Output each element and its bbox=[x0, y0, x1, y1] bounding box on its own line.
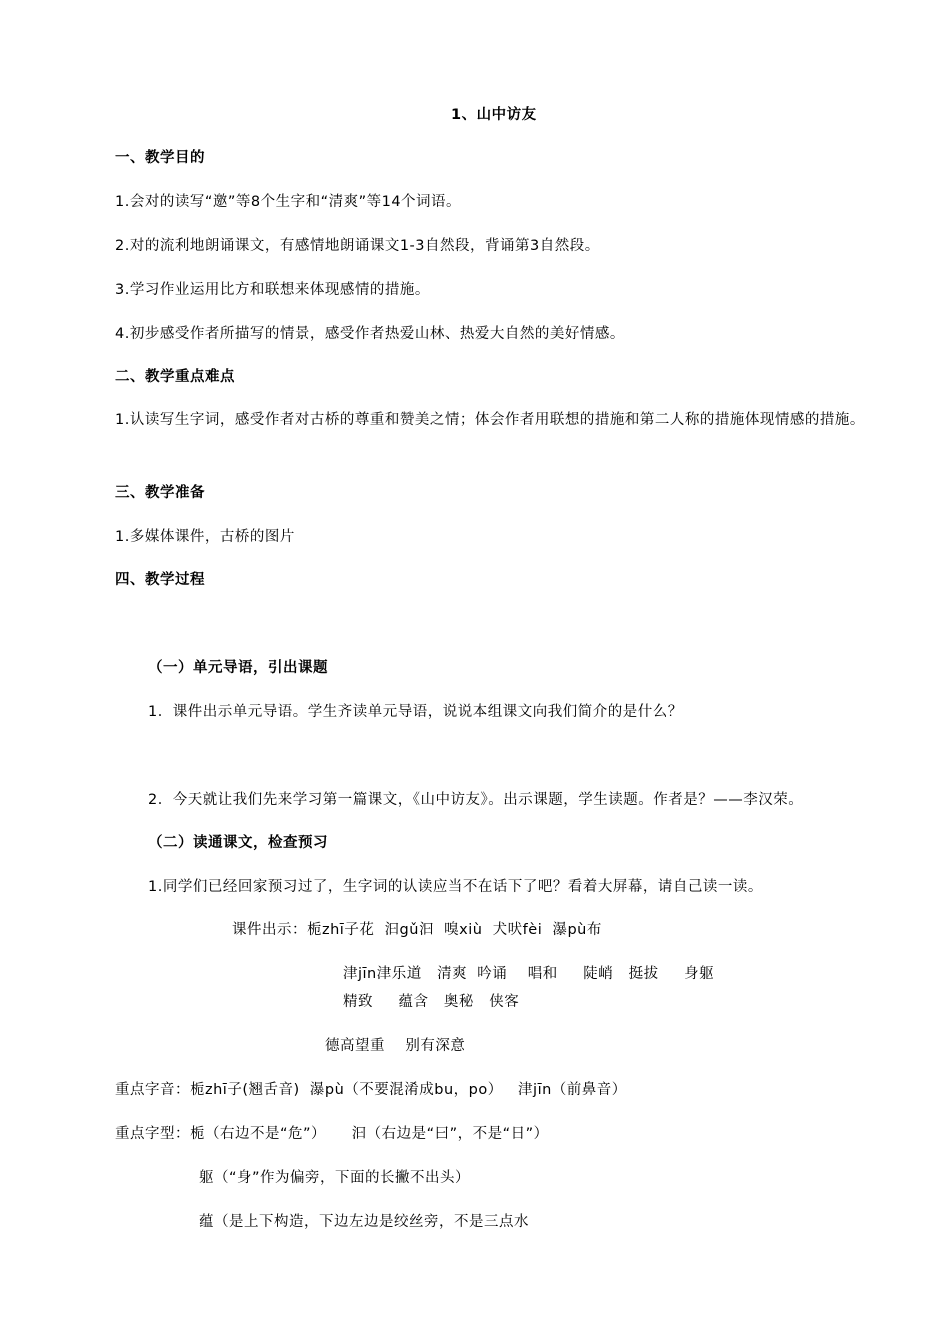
process-item-2: 2．今天就让我们先来学习第一篇课文，《山中访友》。出示课题，学生读题。作者是？——李汉荣。 bbox=[148, 792, 804, 808]
section-heading-objectives: 一、教学目的 bbox=[115, 150, 205, 166]
character-form-notes: 重点字型：栀（右边不是“危”） 汩（右边是“曰”，不是“日”） bbox=[115, 1126, 549, 1142]
vocab-line-1: 课件出示：栀zhī子花 汩gǔ汩 嗅xiù 犬吠fèi 瀑pù布 bbox=[232, 922, 602, 938]
subsection-heading-1: （一）单元导语，引出课题 bbox=[148, 660, 328, 676]
process-item-3: 1.同学们已经回家预习过了，生字词的认读应当不在话下了吧？看着大屏幕，请自己读一读。 bbox=[148, 879, 763, 895]
preparation-item-1: 1.多媒体课件，古桥的图片 bbox=[115, 529, 295, 545]
process-item-1: 1．课件出示单元导语。学生齐读单元导语，说说本组课文向我们简介的是什么？ bbox=[148, 704, 683, 720]
document-title: 1、山中访友 bbox=[451, 107, 537, 123]
objective-item-3: 3.学习作业运用比方和联想来体现感情的措施。 bbox=[115, 282, 430, 298]
objective-item-4: 4.初步感受作者所描写的情景，感受作者热爱山林、热爱大自然的美好情感。 bbox=[115, 326, 625, 342]
section-heading-keypoints: 二、教学重点难点 bbox=[115, 369, 235, 385]
section-heading-process: 四、教学过程 bbox=[115, 572, 205, 588]
pronunciation-notes: 重点字音：栀zhī子(翘舌音) 瀑pù（不要混淆成bu，po） 津jīn（前鼻音） bbox=[115, 1082, 627, 1098]
objective-item-2: 2.对的流利地朗诵课文，有感情地朗诵课文1-3自然段，背诵第3自然段。 bbox=[115, 238, 600, 254]
character-form-note-3: 蕴（是上下构造，下边左边是绞丝旁，不是三点水 bbox=[199, 1214, 529, 1230]
section-heading-preparation: 三、教学准备 bbox=[115, 485, 205, 501]
objective-item-1: 1.会对的读写“邀”等8个生字和“清爽”等14个词语。 bbox=[115, 194, 462, 210]
vocab-line-3: 精致 蕴含 奥秘 侠客 bbox=[343, 994, 520, 1010]
subsection-heading-2: （二）读通课文，检查预习 bbox=[148, 835, 328, 851]
vocab-line-2: 津jīn津乐道 清爽 吟诵 唱和 陡峭 挺拔 身躯 bbox=[343, 966, 715, 982]
keypoint-item-1: 1.认读写生字词，感受作者对古桥的尊重和赞美之情；体会作者用联想的措施和第二人称的措施体现情感的措施。 bbox=[115, 412, 865, 428]
character-form-note-2: 躯（“身”作为偏旁，下面的长撇不出头） bbox=[199, 1170, 471, 1186]
vocab-line-4: 德高望重 别有深意 bbox=[325, 1038, 466, 1054]
